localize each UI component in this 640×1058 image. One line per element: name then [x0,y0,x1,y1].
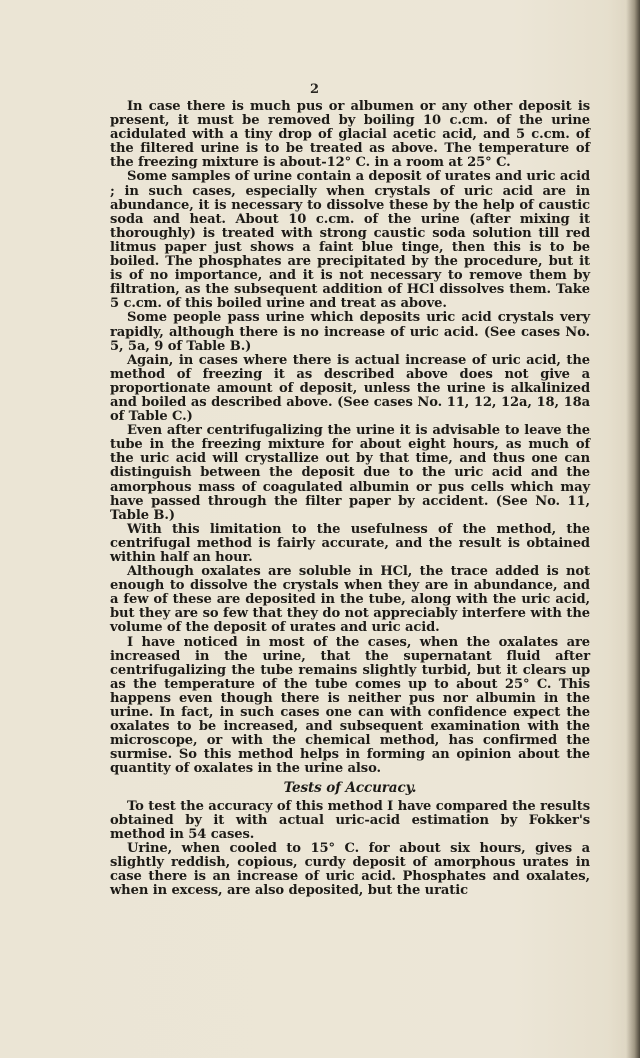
page-edge-shadow [626,0,640,1058]
paragraph: Again, in cases where there is actual increase of uric acid, the method of freezing it as described above does not give a proportionate amount of deposit, unless the urine is alkalinized and boiled as described above. (See cases No. 11, 12, 12a, 18, 18a of Table C.) [110,352,590,425]
body-text [110,100,590,898]
paragraph: Although oxalates are soluble in HCl, the trace added is not enough to dissolve the crystals when they are in abundance, and a few of these are deposited in the tube, along with the uric acid, but they are so few that they do not appreciably interfere with the volume of the deposit of urates and uric acid. [110,564,590,636]
paragraph: Urine, when cooled to 15° C. for about six hours, gives a slightly reddish, copious, curdy deposit of amorphous urates in case there is an increase of uric acid. Phosphates and oxalates, when in excess, are also deposited, but the uratic [110,840,590,899]
paragraph: I have noticed in most of the cases, when the oxalates are increased in the urine, that the supernatant fluid after centrifugalizing the tube remains slightly turbid, but it clears up as the temperature of the tube comes up to about 25° C. This happens even though there is neither pus nor albumin in the urine. In fact, in such cases one can with confidence expect the oxalates to be increased, and subsequent examination with the microscope, or with the chemical method, has confirmed the surmise. So this method helps in forming an opinion about the quantity of oxalates in the urine also. [110,634,590,777]
paragraph: With this limitation to the usefulness of the method, the centrifugal method is fairly accurate, and the result is obtained within half an hour. [110,521,590,565]
paragraph: In case there is much pus or albumen or any other deposit is present, it must be removed by boiling 10 c.cm. of the urine acidulated with a tiny drop of glacial acetic acid, and 5 c.cm. of the filtered urine is to be treated as above. The temperature of the freezing mixture is about-12° C. in a room at 25° C. [110,99,590,171]
page-number: 2 [310,82,320,97]
section-heading: Tests of Accuracy. [283,779,417,796]
paragraph: Even after centrifugalizing the urine it is advisable to leave the tube in the freezing mixture for about eight hours, as much of the uric acid will crystallize out by that time, and thus one can distinguish between the deposit due to the uric acid and the amorphous mass of coagulated albumin or pus cells which may have passed through the filter paper by accident. (See No. 11, Table B.) [110,423,590,523]
paragraph: Some people pass urine which deposits uric acid crystals very rapidly, although there is no increase of uric acid. (See cases No. 5, 5a, 9 of Table B.) [110,310,590,354]
paragraph: Some samples of urine contain a deposit of urates and uric acid ; in such cases, especially when crystals of uric acid are in abundance, it is necessary to dissolve these by the help of caustic soda and heat. About 10 c.cm. of the urine (after mixing it thoroughly) is treated with strong caustic soda solution till red litmus paper just shows a faint blue tinge, then this is to be boiled. The phosphates are precipitated by the procedure, but it is of no importance, and it is not necessary to remove them by filtration, as the subsequent addition of HCl dissolves them. Take 5 c.cm. of this boiled urine and treat as above. [110,169,591,312]
paragraph: To test the accuracy of this method I have compared the results obtained by it with actual uric-acid estimation by Fokker's method in 54 cases. [110,798,590,842]
